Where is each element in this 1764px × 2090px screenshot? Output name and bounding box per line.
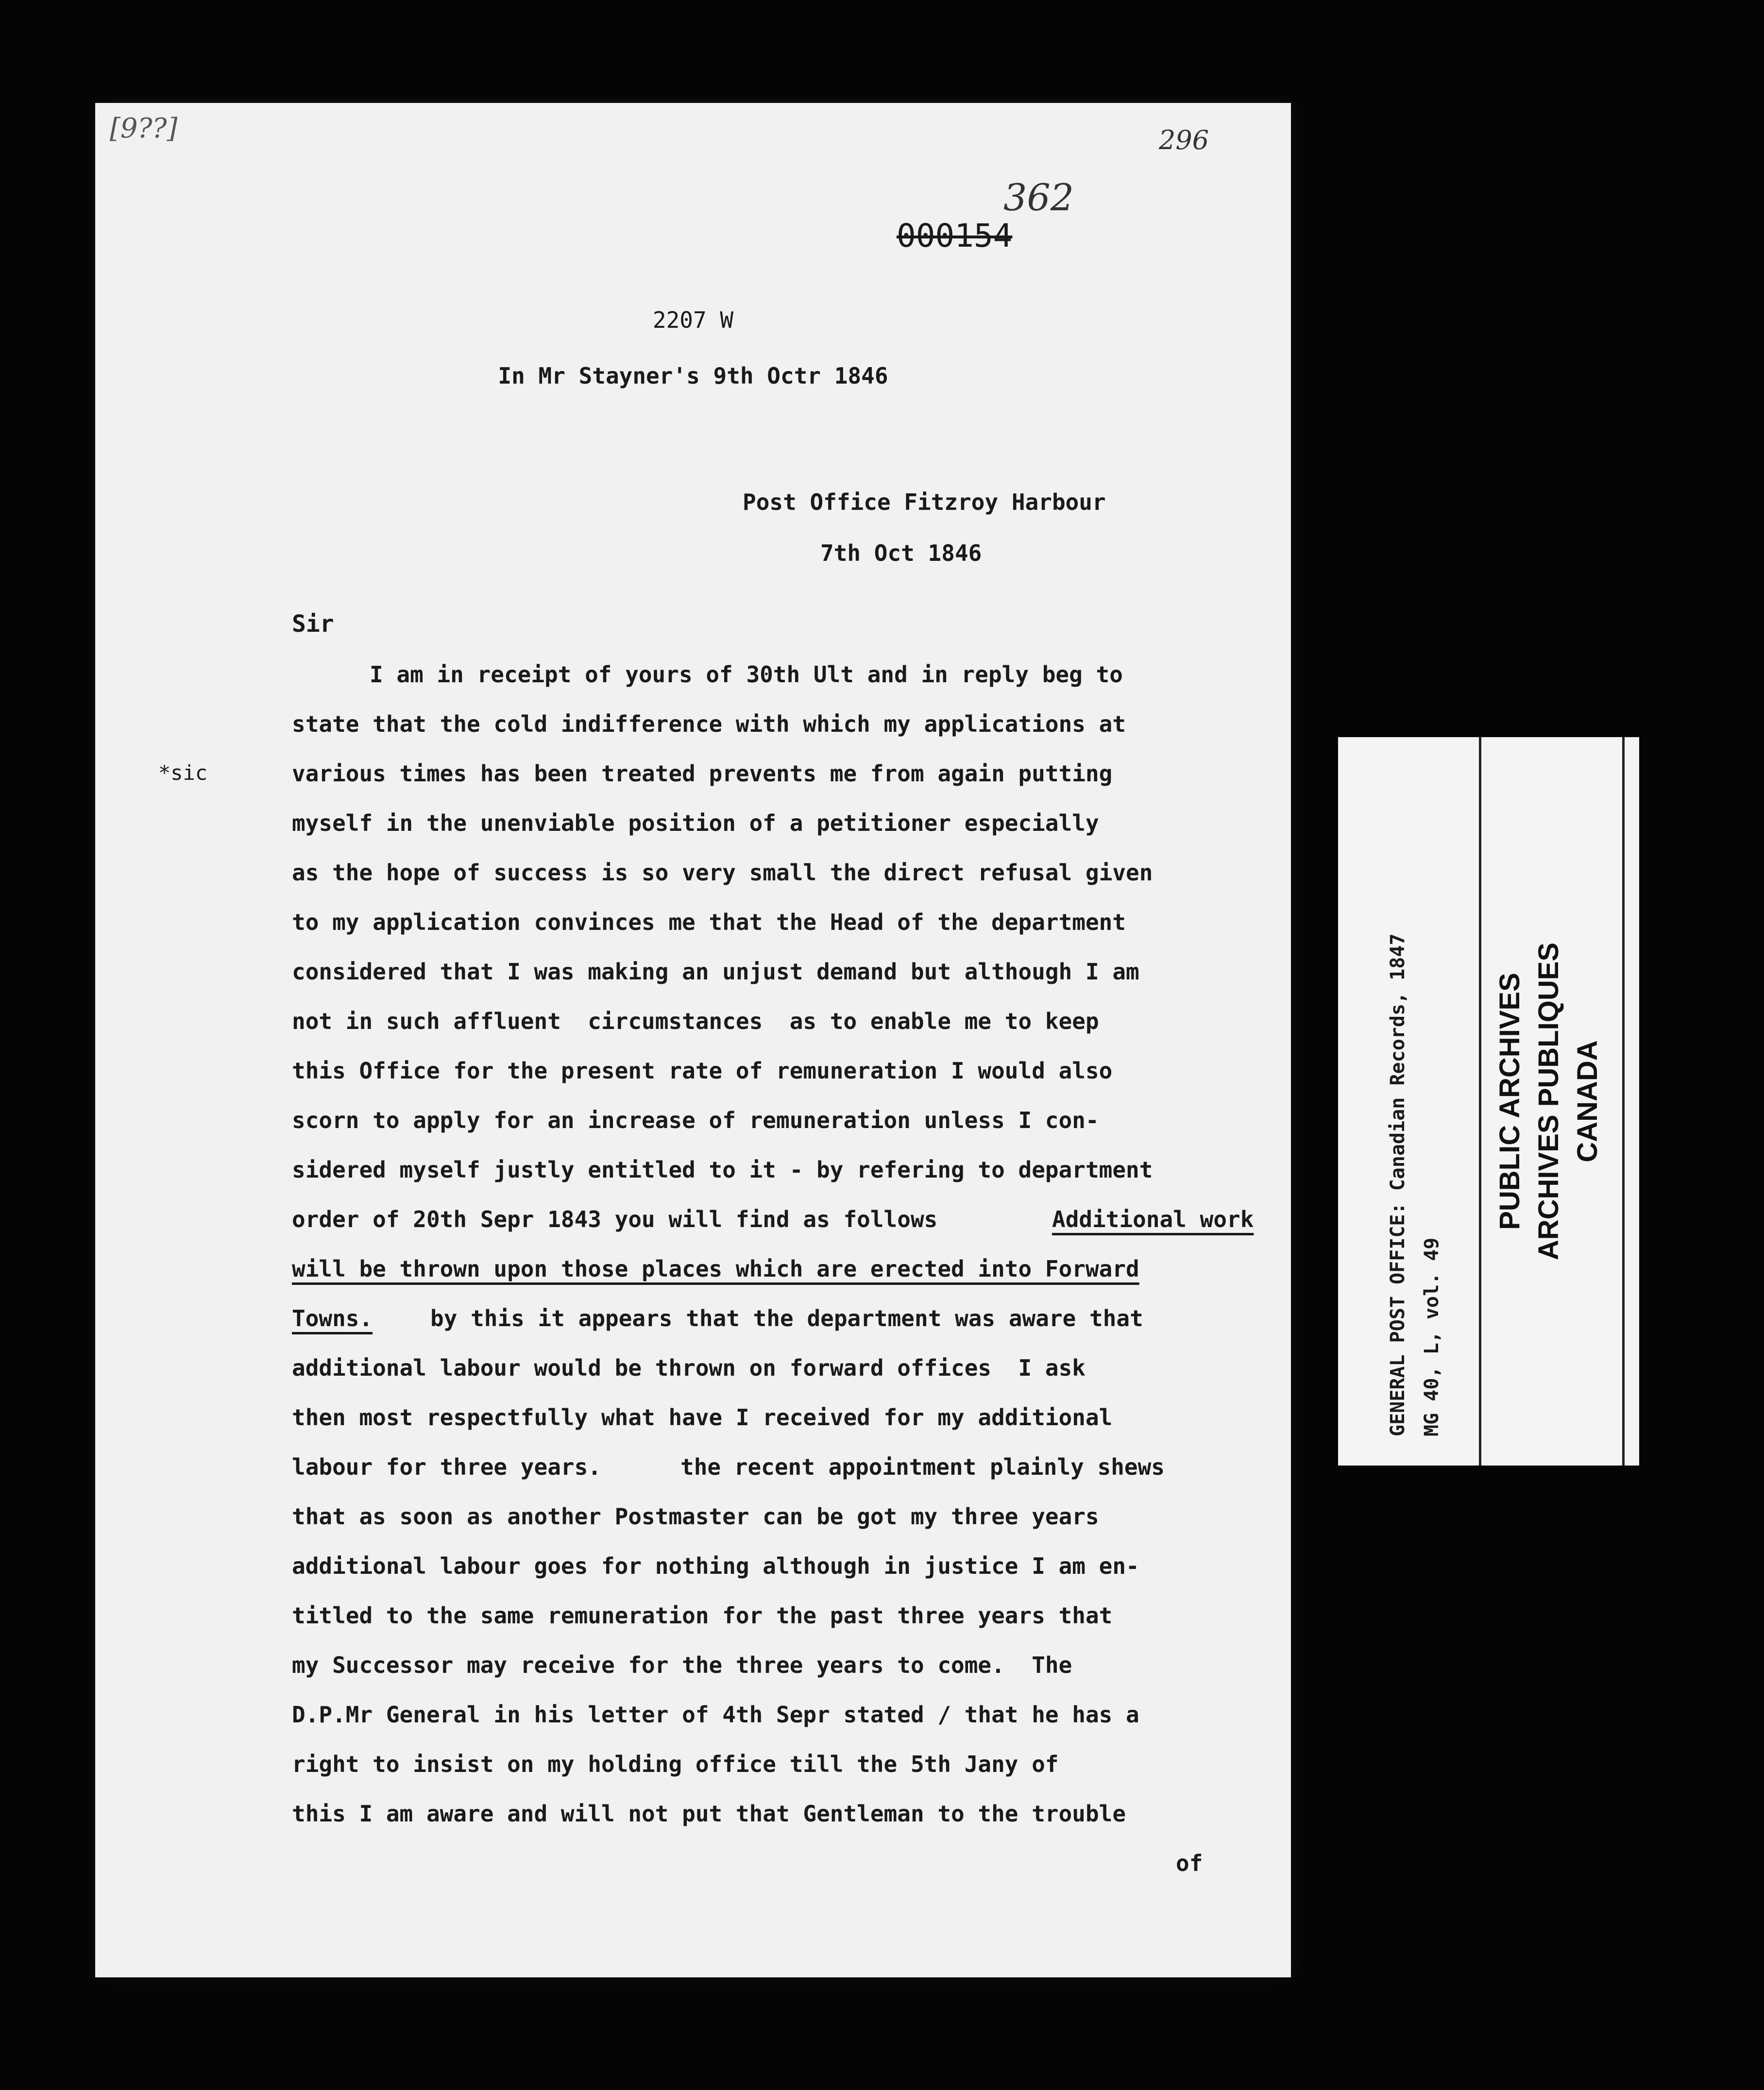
body-line-20: additional labour goes for nothing although in justice I am en-: [292, 1553, 1139, 1579]
body-line-8: not in such affluent circumstances as to enable me to keep: [292, 1008, 1099, 1034]
body-line-24: right to insist on my holding office till the 5th Jany of: [292, 1751, 1059, 1777]
body-line-19: that as soon as another Postmaster can be got my three years: [292, 1503, 1099, 1530]
body-line-25: this I am aware and will not put that Gentleman to the trouble: [292, 1801, 1126, 1827]
archive-stamp-line-3: CANADA: [1572, 1040, 1603, 1163]
archive-label-text: [1338, 737, 1639, 1466]
archive-label-volume: MG 40, L, vol. 49: [1421, 1237, 1443, 1436]
archive-stamp: [1479, 737, 1625, 1466]
page-number: 296: [1159, 125, 1209, 155]
body-line-1: I am in receipt of yours of 30th Ult and in reply beg to: [370, 661, 1123, 688]
body-line-21: titled to the same remuneration for the past three years that: [292, 1602, 1113, 1629]
archive-stamp-line-1: PUBLIC ARCHIVES: [1494, 973, 1526, 1230]
archive-stamp-line-2: ARCHIVES PUBLIQUES: [1533, 942, 1564, 1261]
address-place: Post Office Fitzroy Harbour: [743, 489, 1106, 515]
body-line-18b: the recent appointment plainly shews: [680, 1454, 1165, 1480]
catchword: of: [1176, 1850, 1203, 1876]
body-line-3: various times has been treated prevents me from again putting: [292, 760, 1113, 787]
body-line-11: sidered myself justly entitled to it - by refering to department: [292, 1157, 1153, 1183]
body-line-2: state that the cold indifference with which my applications at: [292, 711, 1126, 737]
quoted-order-middle: will be thrown upon those places which are erected into Forward: [292, 1256, 1139, 1282]
document-page: [95, 103, 1291, 1977]
body-line-5: as the hope of success is so very small the direct refusal given: [292, 860, 1153, 886]
body-line-16: additional labour would be thrown on forward offices I ask: [292, 1355, 1086, 1381]
reference-number: 2207 W: [652, 307, 734, 333]
quoted-order-end: Towns.: [292, 1305, 373, 1332]
body-line-18a: labour for three years.: [292, 1454, 601, 1480]
body-line-4: myself in the unenviable position of a petitioner especially: [292, 810, 1099, 836]
sic-note: *sic: [158, 761, 208, 785]
body-line-12: order of 20th Sepr 1843 you will find as follows: [292, 1206, 938, 1232]
body-line-10: scorn to apply for an increase of remuneration unless I con-: [292, 1107, 1099, 1133]
quoted-order-start: Additional work: [1052, 1206, 1254, 1232]
salutation: Sir: [292, 610, 334, 638]
address-date: 7th Oct 1846: [820, 540, 982, 566]
archive-label-collection: GENERAL POST OFFICE: Canadian Records, 1847: [1387, 933, 1409, 1436]
folio-number-old: 000154: [897, 217, 1013, 254]
body-line-9: this Office for the present rate of remuneration I would also: [292, 1058, 1113, 1084]
bracket-note: [9??]: [110, 113, 178, 144]
archive-label: [1338, 737, 1639, 1466]
enclosure-line: In Mr Stayner's 9th Octr 1846: [498, 363, 888, 389]
body-line-7: considered that I was making an unjust demand but although I am: [292, 959, 1139, 985]
body-line-23: D.P.Mr General in his letter of 4th Sepr stated / that he has a: [292, 1702, 1139, 1728]
body-line-17: then most respectfully what have I received for my additional: [292, 1404, 1113, 1431]
body-line-22: my Successor may receive for the three years to come. The: [292, 1652, 1072, 1678]
body-line-15: by this it appears that the department was aware that: [430, 1305, 1143, 1332]
body-line-6: to my application convinces me that the Head of the department: [292, 909, 1126, 935]
folio-number-new: 362: [1003, 176, 1074, 219]
